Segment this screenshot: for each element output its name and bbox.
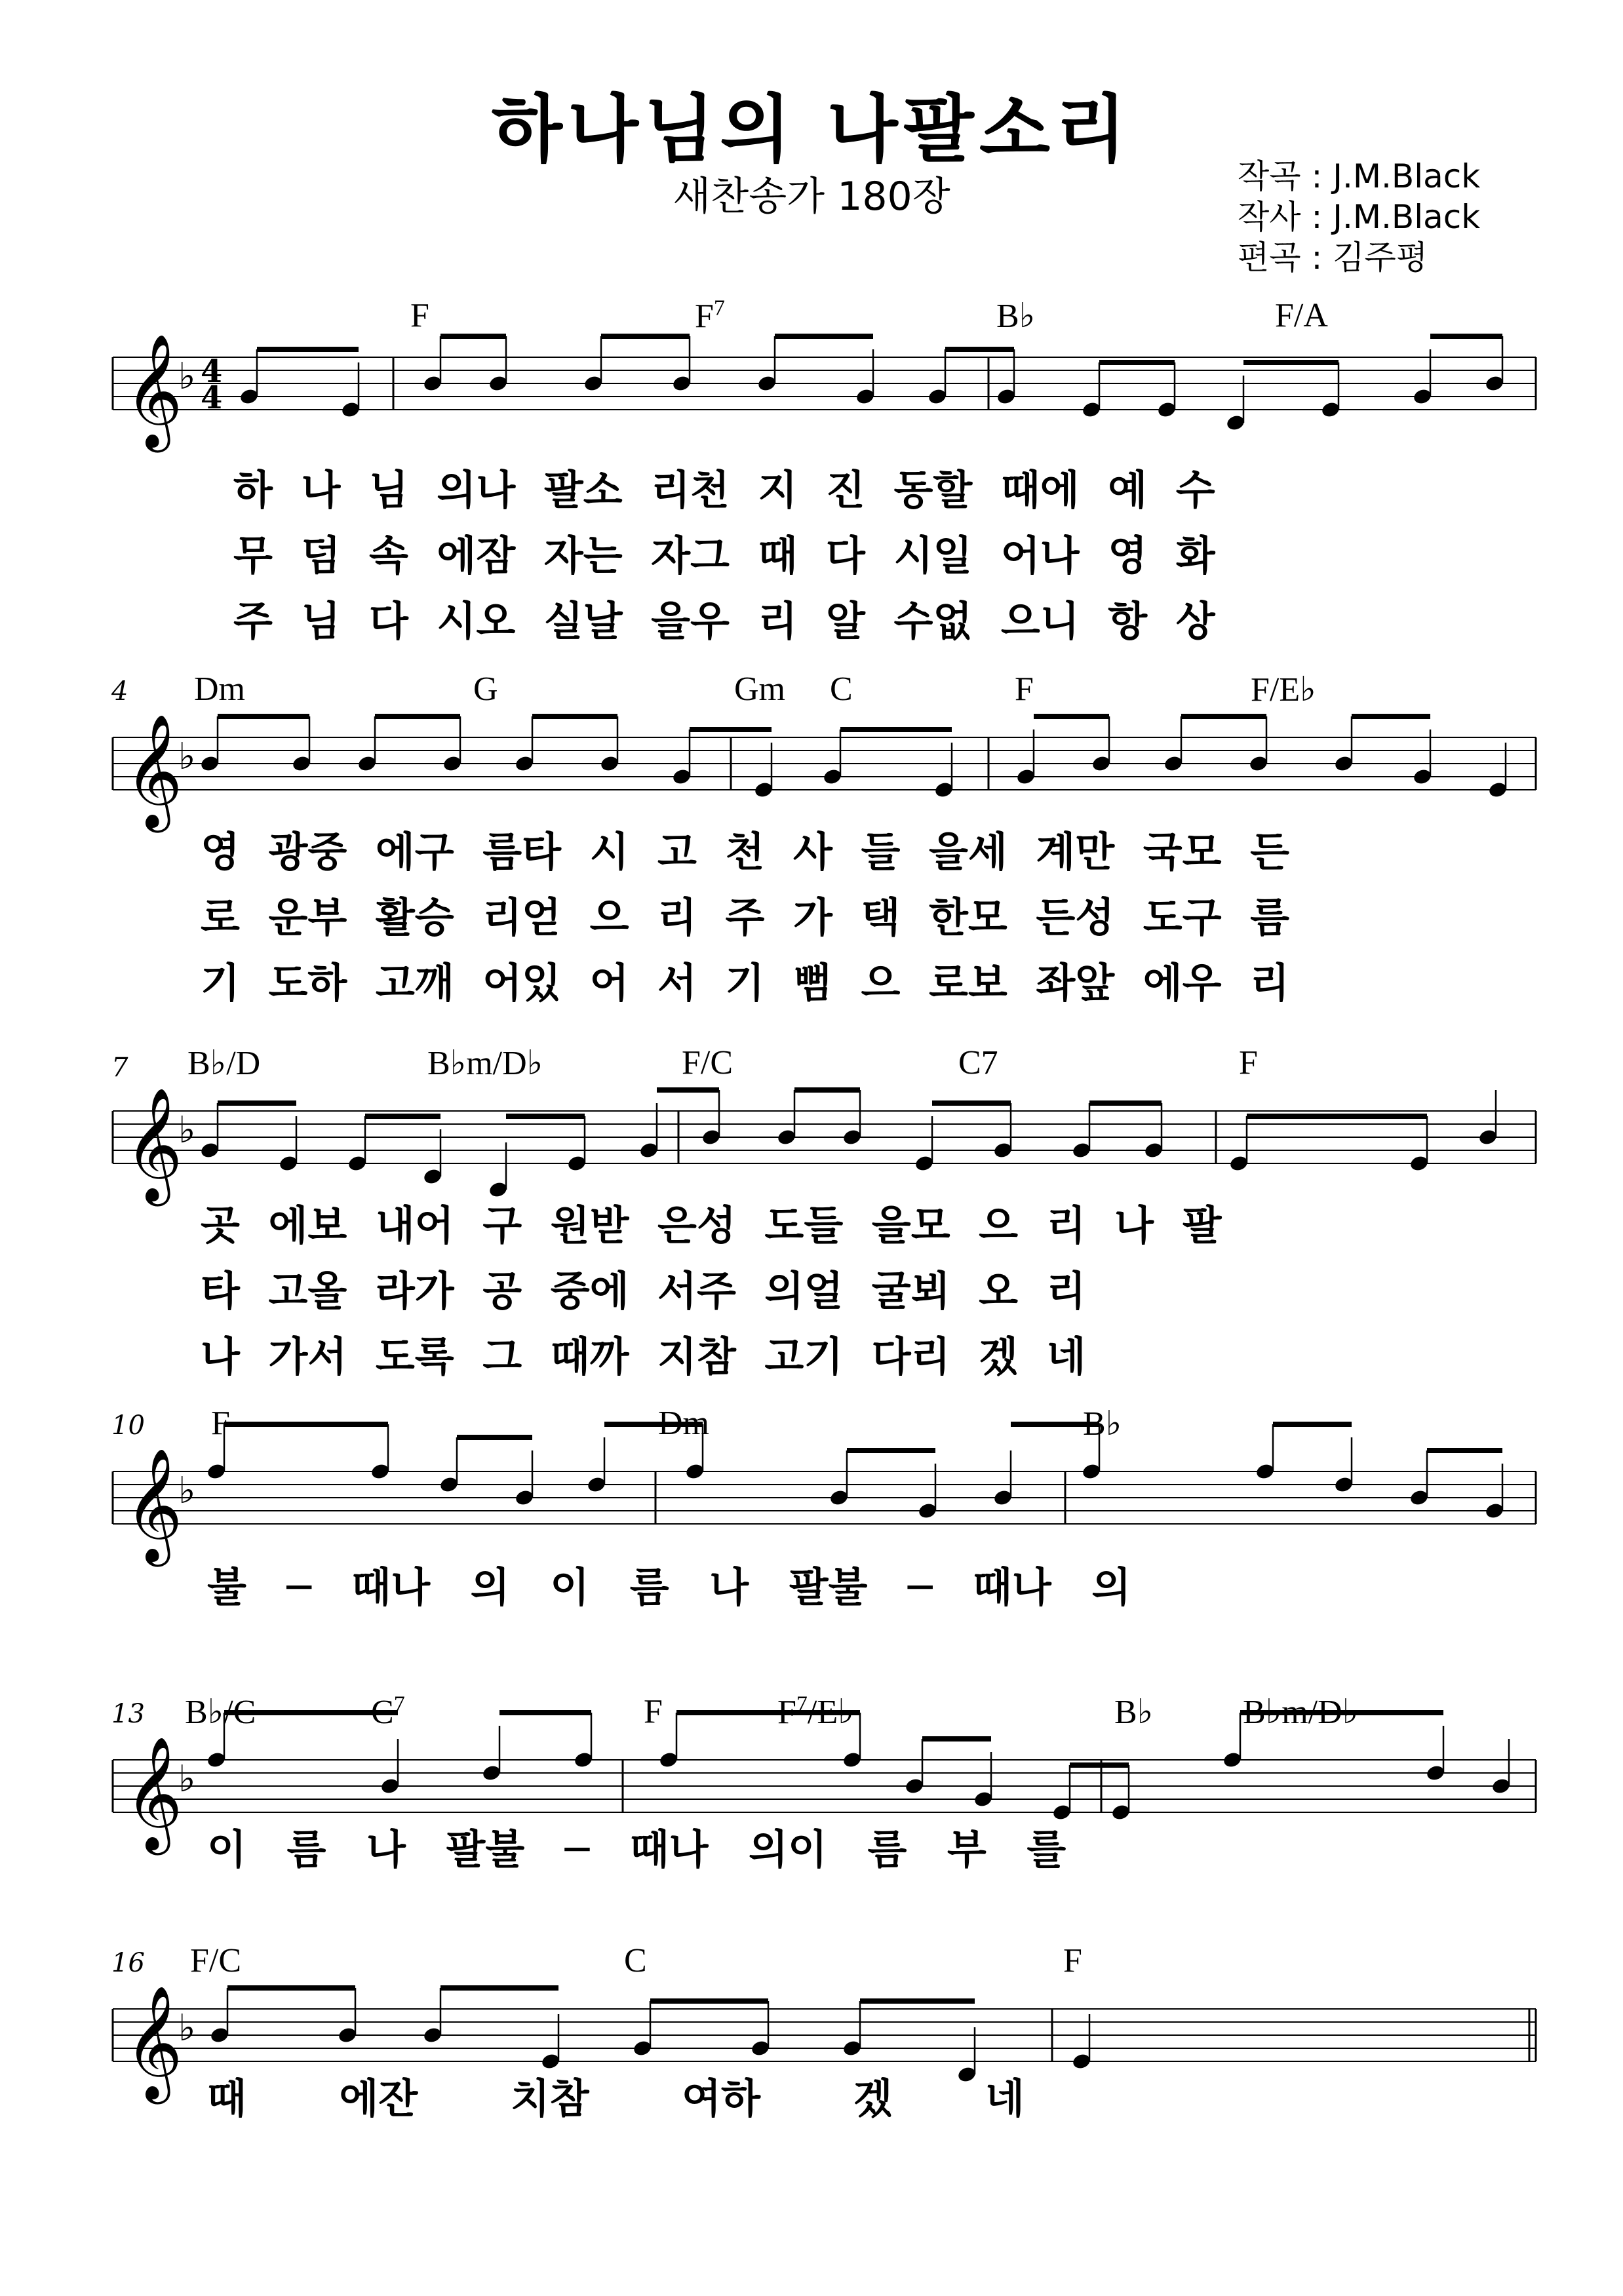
chord-symbol: Gm [734, 671, 785, 708]
system-2 [0, 655, 1623, 1049]
system-5 [0, 1678, 1623, 1940]
time-signature: 4 [201, 353, 223, 390]
chord-symbol: C7 [958, 1044, 998, 1081]
treble-clef: 𝄞 [125, 1448, 183, 1562]
chord-symbol: B♭m/D♭ [427, 1045, 543, 1082]
arranger-credit: 편곡 : 김주평 [1238, 239, 1428, 277]
chord-symbol: F/C [190, 1942, 242, 1979]
staff-1 [0, 275, 1623, 472]
chord-symbol: F [410, 297, 429, 334]
key-signature-flat: ♭ [178, 355, 196, 398]
chord-symbol: F [644, 1693, 663, 1730]
key-signature-flat: ♭ [178, 1758, 196, 1800]
chord-symbol: B♭/C [185, 1694, 256, 1731]
system-3 [0, 1029, 1623, 1422]
chord-symbol: Dm [194, 671, 245, 708]
chord-symbol: B♭ [1114, 1694, 1154, 1731]
treble-clef: 𝄞 [125, 714, 183, 828]
chord-symbol: F [1015, 671, 1034, 708]
lyric-verse-3: 나 가서 도록 그 때까 지참 고기 다리 겠 네 [201, 1333, 1086, 1380]
song-title: 하나님의 나팔소리 [491, 87, 1132, 172]
chord-symbol: F [1063, 1942, 1082, 1979]
chord-symbol: B♭/D [187, 1045, 261, 1082]
chord-symbol: F/A [1275, 297, 1328, 334]
system-1 [0, 275, 1623, 669]
chord-symbol: $C^7$ [371, 1692, 405, 1732]
measure-number: 7 [111, 1053, 128, 1083]
system-4 [0, 1390, 1623, 1652]
measure-number: 13 [111, 1699, 145, 1729]
lyric-verse-2: 로 운부 활승 리얻 으 리 주 가 택 한모 든성 도구 름 [201, 893, 1289, 941]
chord-symbol: Dm [658, 1405, 709, 1442]
composer-credit: 작곡 : J.M.Black [1238, 157, 1481, 195]
chord-symbol: $F^7$ [695, 296, 725, 336]
chord-symbol: $F^7/E♭$ [777, 1692, 854, 1732]
credits [1238, 156, 1480, 278]
chord-symbol: B♭ [996, 298, 1036, 335]
time-signature: 4 [201, 379, 223, 416]
treble-clef: 𝄞 [125, 1087, 183, 1201]
key-signature-flat: ♭ [178, 1109, 196, 1152]
chord-symbol: F/E♭ [1251, 671, 1316, 709]
lyric-verse-1: 하 나 님 의나 팔소 리천 지 진 동할 때에 예 수 [233, 466, 1215, 514]
lyric-verse-3: 주 님 다 시오 실날 을우 리 알 수없 으니 항 상 [233, 597, 1215, 645]
key-signature-flat: ♭ [178, 1469, 196, 1512]
key-signature-flat: ♭ [178, 2007, 196, 2050]
lyric-line: 이 름 나 팔불 ─ 때나 의이 름 부 를 [207, 1825, 1066, 1873]
chord-symbol: C [624, 1942, 647, 1979]
lyric-verse-3: 기 도하 고깨 어있 어 서 기 뻠 으 로보 좌앞 에우 리 [201, 959, 1289, 1007]
measure-number: 16 [111, 1948, 145, 1978]
chord-symbol: F [211, 1405, 230, 1442]
chord-symbol: B♭m/D♭ [1243, 1694, 1359, 1731]
chord-symbol: F/C [682, 1044, 733, 1081]
lyric-line: 불 ─ 때나 의 이 름 나 팔불 ─ 때나 의 [207, 1563, 1131, 1611]
treble-clef: 𝄞 [125, 334, 183, 448]
treble-clef: 𝄞 [125, 1985, 183, 2099]
measure-number: 4 [111, 676, 128, 707]
lyricist-credit: 작사 : J.M.Black [1238, 198, 1481, 236]
chord-symbol: B♭ [1083, 1405, 1122, 1443]
lyric-verse-1: 곳 에보 내어 구 원받 은성 도들 을모 으 리 나 팔 [201, 1201, 1222, 1249]
measure-number: 10 [111, 1411, 145, 1441]
hymn-number: 새찬송가 180장 [673, 174, 950, 220]
system-6 [0, 1927, 1623, 2189]
chord-symbol: G [473, 671, 498, 708]
key-signature-flat: ♭ [178, 735, 196, 778]
lyric-verse-2: 무 덤 속 에잠 자는 자그 때 다 시일 어나 영 화 [233, 532, 1215, 579]
chord-symbol: F [1239, 1044, 1258, 1081]
treble-clef: 𝄞 [125, 1736, 183, 1850]
chord-symbol: C [830, 671, 853, 708]
lyric-verse-1: 영 광중 에구 름타 시 고 천 사 들 을세 계만 국모 든 [201, 828, 1289, 876]
lyric-verse-2: 타 고올 라가 공 중에 서주 의얼 굴뵈 오 리 [201, 1267, 1086, 1315]
lyric-line: 때 에잔 치참 여하 겠 네 [207, 2074, 1025, 2122]
